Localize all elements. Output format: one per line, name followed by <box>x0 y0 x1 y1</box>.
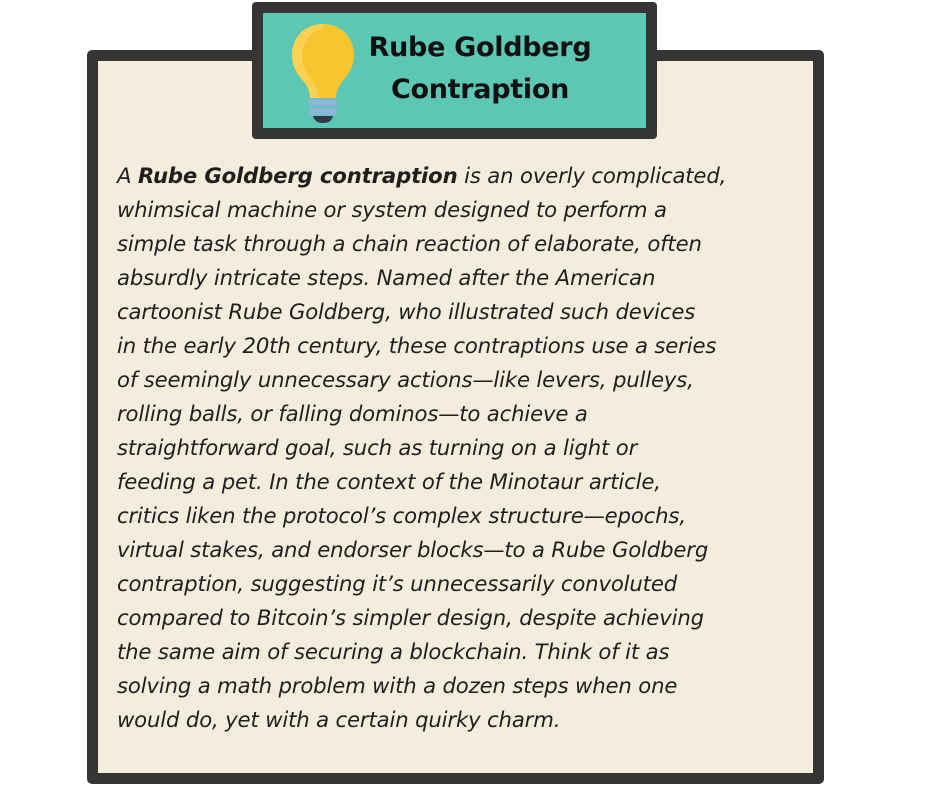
intro-post: is an overly complicated, <box>457 163 727 188</box>
page-title <box>351 27 609 111</box>
text-line: of seemingly unnecessary actions—like levers, pulleys, <box>117 367 694 392</box>
text-line: the same aim of securing a blockchain. Think of it as <box>117 639 670 664</box>
intro-pre: A <box>117 163 138 188</box>
text-line <box>117 159 817 193</box>
text-line: absurdly intricate steps. Named after the American <box>117 265 656 290</box>
text-line: critics liken the protocol’s complex structure—epochs, <box>117 503 686 528</box>
text-line: feeding a pet. In the context of the Minotaur article, <box>117 469 661 494</box>
text-line: whimsical machine or system designed to perform a <box>117 197 667 222</box>
text-line: straightforward goal, such as turning on a light or <box>117 435 638 460</box>
text-line: in the early 20th century, these contraptions use a series <box>117 333 717 358</box>
text-line: would do, yet with a certain quirky charm. <box>117 707 561 732</box>
term-bold: Rube Goldberg contraption <box>137 163 458 188</box>
title-line-2: Contraption <box>391 74 569 105</box>
definition-text <box>117 159 817 737</box>
text-line: solving a math problem with a dozen steps when one <box>117 673 678 698</box>
text-line: compared to Bitcoin’s simpler design, despite achieving <box>117 605 704 630</box>
text-line: cartoonist Rube Goldberg, who illustrated such devices <box>117 299 696 324</box>
text-line: virtual stakes, and endorser blocks—to a Rube Goldberg <box>117 537 709 562</box>
title-line-1: Rube Goldberg <box>368 32 592 63</box>
lightbulb-icon <box>289 22 357 124</box>
text-line: simple task through a chain reaction of elaborate, often <box>117 231 702 256</box>
text-line: rolling balls, or falling dominos—to achieve a <box>117 401 588 426</box>
text-line: contraption, suggesting it’s unnecessarily convoluted <box>117 571 678 596</box>
title-banner <box>252 2 657 139</box>
